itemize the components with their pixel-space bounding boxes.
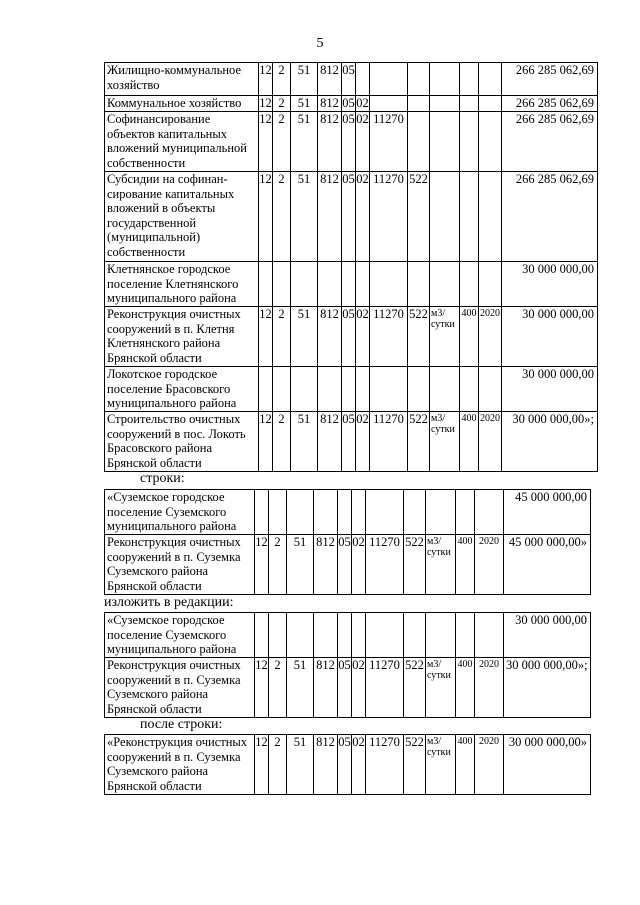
col-c: 51 bbox=[287, 535, 314, 595]
col-d: 812 bbox=[318, 96, 342, 112]
col-g bbox=[366, 490, 404, 535]
col-year: 2020 bbox=[479, 307, 502, 367]
col-g: 11270 bbox=[370, 412, 408, 472]
col-c: 51 bbox=[287, 735, 314, 795]
col-c bbox=[291, 367, 318, 412]
col-capacity bbox=[460, 172, 479, 262]
row-name: Реконструкция очистных сооружений в п. Суземка Суземского района Брянской области bbox=[105, 658, 255, 718]
col-b: 2 bbox=[273, 172, 291, 262]
table-row bbox=[105, 613, 591, 658]
col-d bbox=[314, 490, 338, 535]
col-h: 522 bbox=[404, 735, 426, 795]
col-c: 51 bbox=[291, 63, 318, 96]
col-unit: м3/ сутки bbox=[426, 735, 456, 795]
col-year bbox=[479, 262, 502, 307]
col-b: 2 bbox=[273, 412, 291, 472]
col-capacity bbox=[456, 490, 475, 535]
col-f bbox=[356, 367, 370, 412]
row-name: Реконструкция очистных сооружений в п. Клетня Клетнянского района Брянской области bbox=[105, 307, 259, 367]
col-b: 2 bbox=[273, 96, 291, 112]
col-g: 11270 bbox=[370, 172, 408, 262]
row-name: Реконструкция очистных сооружений в п. Суземка Суземского района Брянской области bbox=[105, 535, 255, 595]
col-f bbox=[356, 63, 370, 96]
col-e: 05 bbox=[338, 658, 352, 718]
col-e bbox=[338, 613, 352, 658]
col-unit: м3/ сутки bbox=[430, 307, 460, 367]
col-g: 11270 bbox=[366, 735, 404, 795]
table-row bbox=[105, 172, 598, 262]
col-b: 2 bbox=[273, 112, 291, 172]
row-name: Коммунальное хозяйство bbox=[105, 96, 259, 112]
col-h: 522 bbox=[408, 412, 430, 472]
row-amount: 45 000 000,00 bbox=[504, 490, 591, 535]
col-h: 522 bbox=[404, 535, 426, 595]
col-h: 522 bbox=[408, 307, 430, 367]
col-e: 05 bbox=[342, 307, 356, 367]
col-e: 05 bbox=[338, 535, 352, 595]
row-amount: 266 285 062,69 bbox=[502, 96, 598, 112]
col-capacity bbox=[460, 367, 479, 412]
table-row bbox=[105, 535, 591, 595]
col-a: 12 bbox=[259, 112, 273, 172]
col-a: 12 bbox=[259, 96, 272, 110]
col-h bbox=[408, 96, 430, 112]
col-unit bbox=[426, 613, 456, 658]
label-edit: изложить в редакции: bbox=[104, 595, 234, 610]
col-f: 02 bbox=[356, 412, 370, 472]
table-row bbox=[105, 658, 591, 718]
row-amount: 266 285 062,69 bbox=[502, 63, 598, 96]
table-row bbox=[105, 412, 598, 472]
col-unit bbox=[430, 96, 460, 112]
col-g: 11270 bbox=[370, 112, 408, 172]
col-e: 05 bbox=[342, 172, 356, 262]
col-unit bbox=[430, 172, 460, 262]
col-d bbox=[318, 367, 342, 412]
col-e bbox=[342, 367, 356, 412]
col-h: 522 bbox=[404, 658, 426, 718]
col-e bbox=[342, 262, 356, 307]
col-a bbox=[255, 490, 269, 535]
col-h bbox=[408, 63, 430, 96]
col-capacity bbox=[456, 613, 475, 658]
col-e: 05 bbox=[342, 412, 356, 472]
row-amount: 266 285 062,69 bbox=[502, 172, 598, 262]
col-unit bbox=[426, 490, 456, 535]
col-year: 2020 bbox=[475, 535, 504, 595]
col-f bbox=[356, 262, 370, 307]
col-b: 2 bbox=[269, 535, 287, 595]
col-year bbox=[479, 112, 502, 172]
col-year bbox=[475, 613, 504, 658]
col-capacity bbox=[460, 262, 479, 307]
col-capacity: 400 bbox=[456, 658, 475, 718]
row-amount: 30 000 000,00»; bbox=[504, 658, 591, 718]
col-year bbox=[479, 63, 502, 96]
table-row bbox=[105, 307, 598, 367]
col-capacity bbox=[460, 96, 479, 112]
col-b: 2 bbox=[269, 658, 287, 718]
col-h bbox=[404, 490, 426, 535]
col-b bbox=[273, 367, 291, 412]
col-capacity: 400 bbox=[460, 307, 479, 367]
col-year bbox=[475, 490, 504, 535]
col-f: 02 bbox=[356, 112, 370, 172]
page-number: 5 bbox=[316, 36, 324, 51]
col-unit bbox=[430, 112, 460, 172]
col-a: 12 bbox=[259, 63, 273, 96]
label-after: после строки: bbox=[140, 717, 223, 732]
col-d: 812 bbox=[318, 307, 342, 367]
col-h bbox=[404, 613, 426, 658]
col-g bbox=[370, 96, 408, 112]
col-c: 51 bbox=[291, 112, 318, 172]
col-unit bbox=[430, 262, 460, 307]
col-g bbox=[370, 63, 408, 96]
col-g: 11270 bbox=[366, 535, 404, 595]
col-f bbox=[352, 613, 366, 658]
col-capacity: 400 bbox=[460, 412, 479, 472]
col-f: 02 bbox=[356, 172, 370, 262]
col-capacity bbox=[460, 112, 479, 172]
table-row bbox=[105, 490, 591, 535]
col-g bbox=[370, 367, 408, 412]
col-d bbox=[314, 613, 338, 658]
col-g bbox=[370, 262, 408, 307]
budget-table-4 bbox=[104, 734, 591, 795]
row-amount: 45 000 000,00» bbox=[504, 535, 591, 595]
budget-table-1 bbox=[104, 62, 598, 472]
col-c bbox=[287, 490, 314, 535]
budget-table-2 bbox=[104, 489, 591, 595]
col-unit bbox=[430, 367, 460, 412]
col-capacity: 400 bbox=[456, 535, 475, 595]
col-unit bbox=[430, 63, 460, 96]
col-year: 2020 bbox=[475, 735, 504, 795]
row-amount: 30 000 000,00 bbox=[502, 307, 598, 367]
col-f: 02 bbox=[356, 307, 370, 367]
col-year: 2020 bbox=[475, 658, 504, 718]
row-amount: 30 000 000,00»; bbox=[502, 412, 598, 472]
col-year bbox=[479, 96, 502, 112]
col-b bbox=[269, 613, 287, 658]
col-d: 812 bbox=[318, 412, 342, 472]
col-h bbox=[408, 262, 430, 307]
col-unit: м3/ сутки bbox=[430, 412, 460, 472]
col-capacity bbox=[460, 63, 479, 96]
col-d: 812 bbox=[318, 172, 342, 262]
row-name: «Суземское городское поселение Суземского муниципального района bbox=[105, 490, 255, 535]
col-e: 05 bbox=[342, 96, 355, 110]
col-g: 11270 bbox=[370, 307, 408, 367]
col-a bbox=[259, 262, 273, 307]
row-amount: 30 000 000,00 bbox=[502, 262, 598, 307]
row-name: Локотское городское поселение Брасовского муниципального района bbox=[105, 367, 259, 412]
col-year bbox=[479, 367, 502, 412]
row-name: Строительство очистных сооружений в пос. Локоть Брасовского района Брянской области bbox=[105, 412, 259, 472]
col-f bbox=[352, 490, 366, 535]
col-capacity: 400 bbox=[456, 735, 475, 795]
table-row bbox=[105, 367, 598, 412]
col-c bbox=[287, 613, 314, 658]
col-c bbox=[291, 262, 318, 307]
budget-table-3 bbox=[104, 612, 591, 718]
col-h: 522 bbox=[408, 172, 430, 262]
col-d: 812 bbox=[314, 735, 338, 795]
col-a: 12 bbox=[259, 307, 273, 367]
col-f: 02 bbox=[352, 735, 366, 795]
table-row bbox=[105, 63, 598, 96]
col-b: 2 bbox=[273, 307, 291, 367]
col-g: 11270 bbox=[366, 658, 404, 718]
col-unit: м3/ сутки bbox=[426, 535, 456, 595]
col-h bbox=[408, 112, 430, 172]
col-h bbox=[408, 367, 430, 412]
col-d: 812 bbox=[314, 535, 338, 595]
col-c: 51 bbox=[291, 307, 318, 367]
col-a: 12 bbox=[255, 658, 269, 718]
col-e: 05 bbox=[342, 112, 356, 172]
table-row bbox=[105, 735, 591, 795]
col-b bbox=[273, 262, 291, 307]
col-a: 12 bbox=[255, 535, 269, 595]
col-a: 12 bbox=[259, 172, 273, 262]
col-a bbox=[259, 367, 273, 412]
row-amount: 266 285 062,69 bbox=[502, 112, 598, 172]
row-name: Софинансирование объектов капитальных вложений муниципальной собственности bbox=[105, 112, 259, 172]
row-name: Жилищно-коммунальное хозяйство bbox=[105, 63, 259, 96]
col-c: 51 bbox=[287, 658, 314, 718]
table-row bbox=[105, 96, 598, 112]
col-a bbox=[255, 613, 269, 658]
col-year: 2020 bbox=[479, 412, 502, 472]
col-f: 02 bbox=[356, 96, 369, 110]
col-c: 51 bbox=[291, 172, 318, 262]
table-row bbox=[105, 262, 598, 307]
row-name: Клетнянское городское поселение Клетнянского муниципального района bbox=[105, 262, 259, 307]
col-f: 02 bbox=[352, 535, 366, 595]
col-a: 12 bbox=[259, 412, 273, 472]
col-a: 12 bbox=[255, 735, 269, 795]
row-amount: 30 000 000,00 bbox=[502, 367, 598, 412]
col-unit: м3/ сутки bbox=[426, 658, 456, 718]
table-row bbox=[105, 112, 598, 172]
col-f: 02 bbox=[352, 658, 366, 718]
row-name: «Реконструкция очистных сооружений в п. Суземка Суземского района Брянской области bbox=[105, 735, 255, 795]
col-year bbox=[479, 172, 502, 262]
col-d: 812 bbox=[318, 63, 342, 96]
row-name: «Суземское городское поселение Суземского муниципального района bbox=[105, 613, 255, 658]
col-b: 2 bbox=[273, 63, 291, 96]
col-d bbox=[318, 262, 342, 307]
row-amount: 30 000 000,00 bbox=[504, 613, 591, 658]
row-name: Субсидии на софинан-сирование капитальных вложений в объекты государственной (муниципальной) собственности bbox=[105, 172, 259, 262]
col-c: 51 bbox=[291, 96, 318, 112]
col-e: 05 bbox=[338, 735, 352, 795]
col-c: 51 bbox=[291, 412, 318, 472]
col-b: 2 bbox=[269, 735, 287, 795]
col-g bbox=[366, 613, 404, 658]
row-amount: 30 000 000,00» bbox=[504, 735, 591, 795]
label-rows: строки: bbox=[140, 471, 185, 486]
col-e bbox=[338, 490, 352, 535]
col-d: 812 bbox=[318, 112, 342, 172]
col-e: 05 bbox=[342, 63, 356, 96]
col-b bbox=[269, 490, 287, 535]
col-d: 812 bbox=[314, 658, 338, 718]
